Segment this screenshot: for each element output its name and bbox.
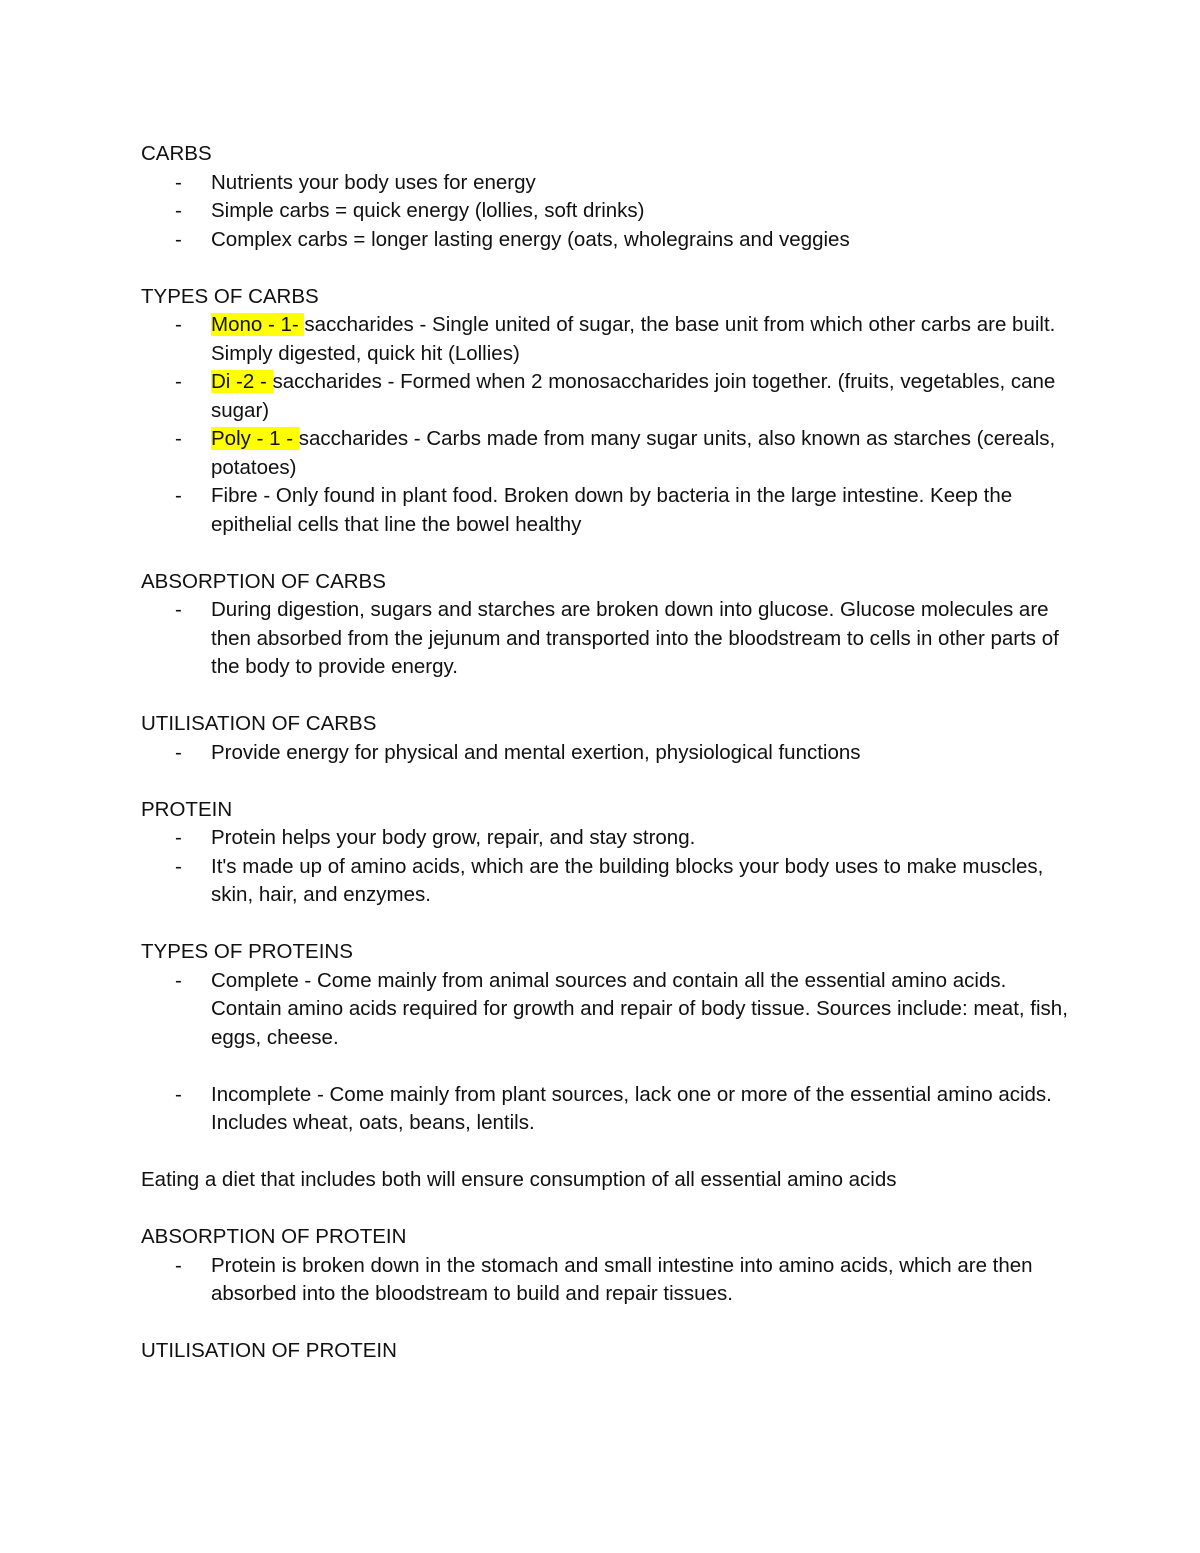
absorption-of-protein-list [141,1252,1071,1309]
list-item-text: Complex carbs = longer lasting energy (oats, wholegrains and veggies [211,227,850,251]
spacer [141,910,1071,939]
list-item-text: Protein is broken down in the stomach and small intestine into amino acids, which are then absorbed into the bloodstream to build and repair tissues. [211,1253,1033,1305]
list-item-text: saccharides - Formed when 2 monosaccharides join together. (fruits, vegetables, cane sugar) [211,370,1056,422]
list-item-mono [141,311,1071,368]
heading-utilisation-of-carbs: UTILISATION OF CARBS [141,712,377,735]
absorption-of-carbs-list [141,596,1071,682]
diet-note: Eating a diet that includes both will ensure consumption of all essential amino acids [141,1168,897,1191]
list-item-text: During digestion, sugars and starches are broken down into glucose. Glucose molecules are then absorbed from the jejunum and transported into the bloodstream to cells in other parts of the body to provide energy. [211,598,1059,678]
bullet-dash: - [175,484,182,507]
list-item [141,1252,1071,1309]
spacer [141,254,1071,283]
list-item-text: saccharides - Single united of sugar, the base unit from which other carbs are built. Simply digested, quick hit (Lollies) [211,313,1056,365]
bullet-dash: - [175,370,182,393]
spacer [141,1052,1071,1081]
list-item [141,197,1071,226]
bullet-dash: - [175,313,182,336]
bullet-dash: - [175,199,182,222]
heading-protein: PROTEIN [141,797,233,821]
highlight-poly: Poly - 1 - [211,427,299,450]
heading-types-of-carbs: TYPES OF CARBS [141,284,319,308]
spacer [141,1138,1071,1167]
bullet-dash: - [175,227,182,251]
list-item [141,853,1071,910]
list-item-text: Provide energy for physical and mental exertion, physiological functions [211,740,861,764]
spacer [141,1195,1071,1224]
list-item-text: Incomplete - Come mainly from plant sources, lack one or more of the essential amino acids. Includes wheat, oats, beans, lentils. [211,1082,1052,1134]
bullet-dash: - [175,740,182,764]
list-item [141,824,1071,853]
list-item-fibre [141,482,1071,539]
bullet-dash: - [175,427,182,450]
types-of-proteins-list-2 [141,1081,1071,1138]
bullet-dash: - [175,826,182,849]
types-of-proteins-list [141,967,1071,1053]
heading-types-of-proteins: TYPES OF PROTEINS [141,940,353,963]
list-item [141,226,1071,255]
bullet-dash: - [175,598,182,621]
spacer [141,682,1071,711]
list-item-complete [141,967,1071,1053]
bullet-dash: - [175,854,182,878]
list-item-text: Nutrients your body uses for energy [211,170,536,194]
protein-list [141,824,1071,910]
spacer [141,767,1071,796]
list-item [141,596,1071,682]
list-item-text: Fibre - Only found in plant food. Broken down by bacteria in the large intestine. Keep the epithelial cells that line the bowel healthy [211,484,1013,536]
spacer [141,1309,1071,1338]
list-item-text: saccharides - Carbs made from many sugar units, also known as starches (cereals, potatoes) [211,427,1056,479]
heading-absorption-of-carbs: ABSORPTION OF CARBS [141,569,386,593]
list-item-poly [141,425,1071,482]
heading-utilisation-of-protein: UTILISATION OF PROTEIN [141,1339,397,1362]
bullet-dash: - [175,1253,182,1277]
list-item [141,739,1071,768]
types-of-carbs-list [141,311,1071,539]
list-item-text: Complete - Come mainly from animal sources and contain all the essential amino acids. Contain amino acids required for growth and repair of body tissue. Sources include: meat, fish, eggs, cheese. [211,968,1068,1049]
carbs-list [141,169,1071,255]
list-item-incomplete [141,1081,1071,1138]
utilisation-of-carbs-list [141,739,1071,768]
highlight-mono: Mono - 1- [211,313,305,336]
spacer [141,539,1071,568]
list-item-text: Protein helps your body grow, repair, and stay strong. [211,826,696,849]
list-item-di [141,368,1071,425]
list-item-text: It's made up of amino acids, which are the building blocks your body uses to make muscles, skin, hair, and enzymes. [211,854,1044,906]
bullet-dash: - [175,968,182,992]
heading-absorption-of-protein: ABSORPTION OF PROTEIN [141,1225,407,1248]
list-item-text: Simple carbs = quick energy (lollies, soft drinks) [211,199,645,222]
heading-carbs: CARBS [141,142,212,165]
bullet-dash: - [175,1082,182,1106]
list-item [141,169,1071,198]
highlight-di: Di -2 - [211,370,273,393]
bullet-dash: - [175,170,182,194]
document-page [141,140,1071,1366]
